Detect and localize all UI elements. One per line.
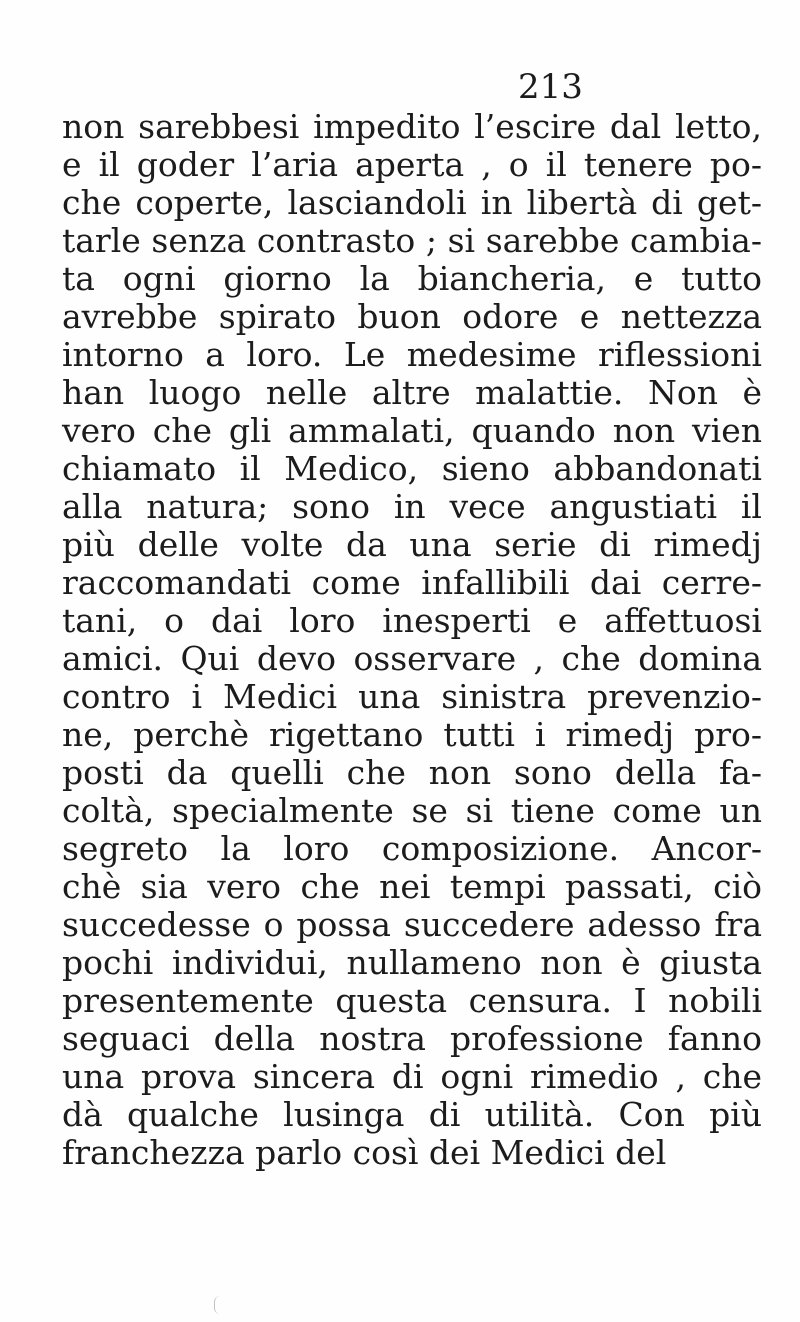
text-line: han luogo nelle altre malattie. Non è bbox=[62, 373, 762, 412]
body-text bbox=[62, 108, 762, 1172]
text-line: ne, perchè rigettano tutti i rimedj pro- bbox=[62, 715, 762, 754]
text-line: una prova sincera di ogni rimedio , che bbox=[62, 1057, 762, 1096]
text-line: seguaci della nostra professione fanno bbox=[62, 1019, 762, 1058]
text-line: segreto la loro composizione. Ancor- bbox=[62, 829, 762, 868]
text-line: pochi individui, nullameno non è giusta bbox=[62, 943, 762, 982]
text-line: alla natura; sono in vece angustiati il bbox=[62, 487, 762, 526]
text-line: presentemente questa censura. I nobili bbox=[62, 981, 762, 1020]
text-line: posti da quelli che non sono della fa- bbox=[62, 753, 762, 792]
text-line: tani, o dai loro inesperti e affettuosi bbox=[62, 601, 762, 640]
text-line: non sarebbesi impedito l’escire dal letto, bbox=[62, 107, 762, 146]
page-number: 213 bbox=[518, 67, 583, 107]
text-line: raccomandati come infallibili dai cerre- bbox=[62, 563, 762, 602]
text-line: più delle volte da una serie di rimedj bbox=[62, 525, 762, 564]
text-line: tarle senza contrasto ; si sarebbe cambia- bbox=[62, 221, 762, 260]
text-line: contro i Medici una sinistra prevenzio- bbox=[62, 677, 762, 716]
text-line: franchezza parlo così dei Medici del bbox=[62, 1133, 667, 1172]
text-line: ta ogni giorno la biancheria, e tutto bbox=[62, 259, 762, 298]
text-line: intorno a loro. Le medesime riflessioni bbox=[62, 335, 762, 374]
paper-blemish bbox=[214, 1296, 221, 1314]
text-line: dà qualche lusinga di utilità. Con più bbox=[62, 1095, 762, 1134]
text-line: e il goder l’aria aperta , o il tenere po- bbox=[62, 145, 762, 184]
text-line: coltà, specialmente se si tiene come un bbox=[62, 791, 762, 830]
text-line: chiamato il Medico, sieno abbandonati bbox=[62, 449, 762, 488]
text-line: che coperte, lasciandoli in libertà di get- bbox=[62, 183, 762, 222]
text-line: succedesse o possa succedere adesso fra bbox=[62, 905, 762, 944]
text-line: chè sia vero che nei tempi passati, ciò bbox=[62, 867, 762, 906]
text-line: amici. Qui devo osservare , che domina bbox=[62, 639, 762, 678]
text-line: avrebbe spirato buon odore e nettezza bbox=[62, 297, 762, 336]
text-line: vero che gli ammalati, quando non vien bbox=[62, 411, 762, 450]
